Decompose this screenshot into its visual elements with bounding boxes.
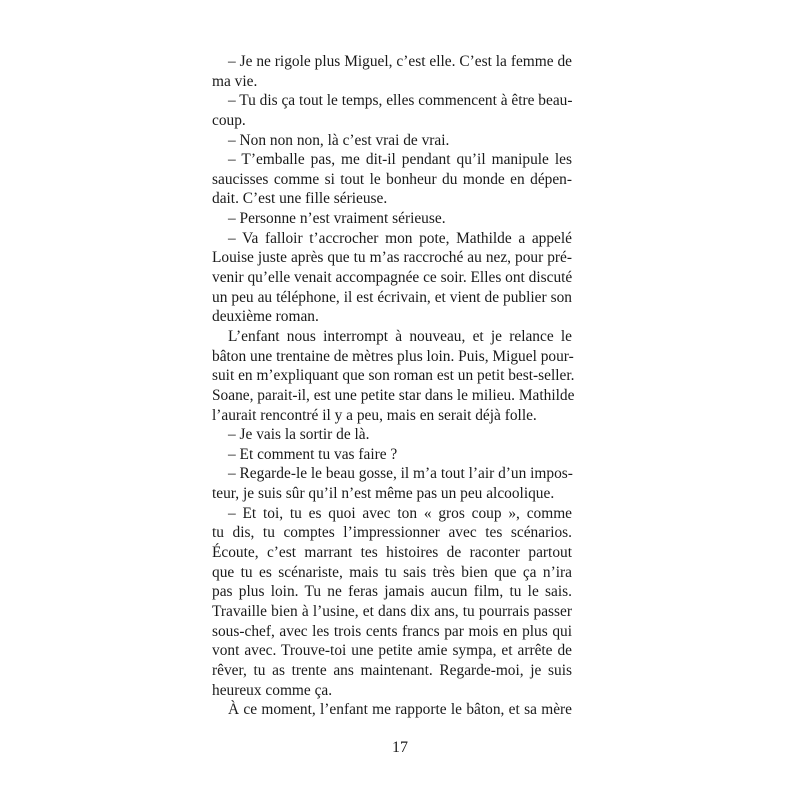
body-text (212, 52, 575, 720)
text-line: suit en m’expliquant que son roman est un petit best-seller. (212, 367, 575, 385)
text-line: que tu es scénariste, mais tu sais très bien que ça n’ira (212, 563, 572, 581)
text-line: L’enfant nous interrompt à nouveau, et je relance le (228, 327, 572, 345)
text-line: ma vie. (212, 72, 258, 90)
text-line: tu dis, tu comptes l’impressionner avec tes scénarios. (212, 524, 572, 542)
text-line: Louise juste après que tu m’as raccroché au nez, pour pré- (212, 249, 572, 267)
text-line: dait. C’est une fille sérieuse. (212, 190, 388, 208)
text-line: l’aurait rencontré il y a peu, mais en serait déjà folle. (212, 406, 537, 424)
text-line: – Je ne rigole plus Miguel, c’est elle. C’est la femme de (228, 53, 572, 70)
text-line: un peu au téléphone, il est écrivain, et vient de publier son (212, 288, 572, 306)
text-line: saucisses comme si tout le bonheur du monde en dépen- (212, 170, 572, 188)
text-line: Soane, parait-il, est une petite star dans le milieu. Mathilde (212, 386, 575, 404)
text-line: venir qu’elle venait accompagnée ce soir. Elles ont discuté (212, 269, 573, 287)
text-line: bâton une trentaine de mètres plus loin. Puis, Miguel pour- (212, 347, 574, 365)
text-line: – Personne n’est vraiment sérieuse. (228, 210, 446, 228)
text-line: teur, je suis sûr qu’il n’est même pas un peu alcoolique. (212, 485, 555, 503)
text-line: coup. (212, 111, 246, 129)
text-line: pas plus loin. Tu ne feras jamais aucun film, tu le sais. (212, 583, 572, 601)
text-line: vont avec. Trouve-toi une petite amie sympa, et arrête de (212, 642, 572, 660)
text-line: – T’emballe pas, me dit-il pendant qu’il manipule les (228, 151, 572, 169)
text-line: – Tu dis ça tout le temps, elles commencent à être beau- (228, 92, 573, 110)
text-line: – Va falloir t’accrocher mon pote, Mathilde a appelé (228, 229, 572, 247)
page-number: 17 (392, 739, 408, 756)
text-line: Écoute, c’est marrant tes histoires de raconter partout (212, 544, 572, 562)
text-line: Travaille bien à l’usine, et dans dix ans, tu pourrais passer (212, 602, 572, 620)
text-line: – Regarde-le le beau gosse, il m’a tout l’air d’un impos- (228, 465, 573, 483)
text-line: – Non non non, là c’est vrai de vrai. (228, 131, 450, 149)
text-line: deuxième roman. (212, 308, 319, 326)
text-line: – Et comment tu vas faire ? (228, 445, 398, 463)
text-line: sous-chef, avec les trois cents francs par mois en plus qui (212, 622, 572, 640)
text-line: rêver, tu as trente ans maintenant. Regarde-moi, je suis (212, 661, 572, 679)
text-line: – Et toi, tu es quoi avec ton « gros coup », comme (228, 504, 572, 522)
text-line: – Je vais la sortir de là. (228, 426, 370, 444)
text-line: À ce moment, l’enfant me rapporte le bâton, et sa mère (228, 701, 572, 719)
text-line: heureux comme ça. (212, 681, 333, 699)
